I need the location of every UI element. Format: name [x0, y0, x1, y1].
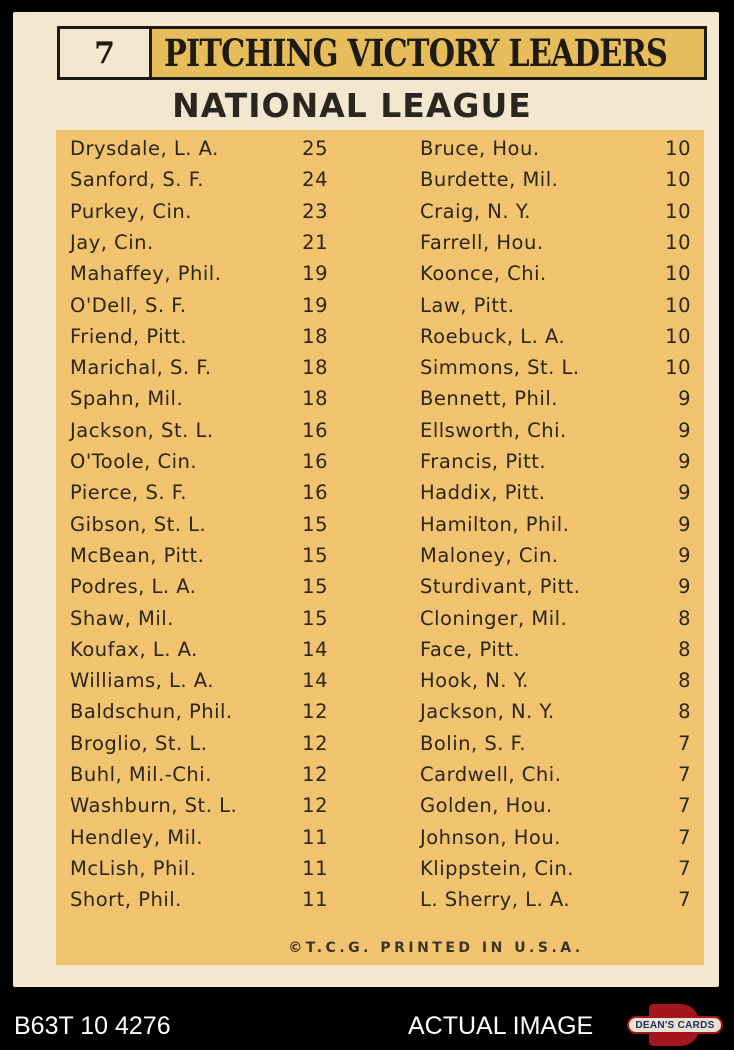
win-count: 15: [302, 606, 328, 630]
win-count: 7: [678, 825, 691, 849]
copyright-footer: ©T.C.G. PRINTED IN U.S.A.: [288, 940, 584, 956]
cert-number: B63T 10 4276: [14, 1012, 171, 1040]
win-count: 19: [302, 262, 328, 286]
win-count: 8: [678, 669, 691, 693]
card-header: [57, 26, 707, 80]
leader-row: [70, 571, 328, 602]
win-count: 8: [678, 637, 691, 661]
leader-row: [420, 352, 691, 383]
leader-row: [420, 603, 691, 634]
leader-row: [70, 196, 328, 227]
leaders-panel: [56, 130, 704, 965]
leader-row: [420, 321, 691, 352]
pitcher-name: Klippstein, Cin.: [420, 856, 574, 880]
leader-row: [420, 884, 691, 915]
pitcher-name: Koonce, Chi.: [420, 262, 547, 286]
leader-row: [70, 822, 328, 853]
leader-row: [70, 383, 328, 414]
pitcher-name: Burdette, Mil.: [420, 168, 559, 192]
pitcher-name: Francis, Pitt.: [420, 450, 547, 473]
win-count: 14: [302, 637, 328, 661]
pitcher-name: Farrell, Hou.: [420, 230, 544, 254]
leader-row: [420, 509, 691, 540]
leader-row: [70, 446, 328, 477]
win-count: 7: [678, 794, 691, 818]
pitcher-name: Bruce, Hou.: [420, 137, 540, 160]
pitcher-name: Drysdale, L. A.: [70, 137, 219, 160]
win-count: 11: [302, 825, 328, 849]
pitcher-name: Ellsworth, Chi.: [420, 418, 567, 442]
pitcher-name: Hook, N. Y.: [420, 669, 529, 693]
win-count: 23: [302, 199, 328, 223]
win-count: 14: [302, 669, 328, 693]
leader-row: [420, 415, 691, 446]
win-count: 12: [302, 731, 328, 755]
win-count: 15: [302, 543, 328, 567]
leader-row: [70, 884, 328, 915]
pitcher-name: O'Toole, Cin.: [70, 450, 198, 473]
win-count: 7: [678, 888, 691, 912]
leader-row: [70, 603, 328, 634]
win-count: 24: [302, 168, 328, 192]
leader-row: [420, 696, 691, 727]
leader-row: [70, 540, 328, 571]
win-count: 15: [302, 575, 328, 599]
pitcher-name: Haddix, Pitt.: [420, 481, 546, 505]
pitcher-name: Koufax, L. A.: [70, 637, 198, 661]
pitcher-name: Cloninger, Mil.: [420, 606, 568, 630]
trading-card-back: [13, 12, 719, 987]
win-count: 12: [302, 794, 328, 818]
win-count: 9: [678, 481, 691, 505]
pitcher-name: O'Dell, S. F.: [70, 293, 187, 317]
leader-row: [420, 853, 691, 884]
win-count: 12: [302, 700, 328, 724]
pitcher-name: Short, Phil.: [70, 888, 182, 912]
leader-row: [70, 133, 328, 164]
leader-row: [420, 759, 691, 790]
leader-row: [70, 415, 328, 446]
pitcher-name: Face, Pitt.: [420, 637, 521, 661]
win-count: 21: [302, 230, 328, 254]
pitcher-name: Mahaffey, Phil.: [70, 262, 222, 286]
win-count: 12: [302, 763, 328, 786]
win-count: 15: [302, 512, 328, 536]
pitcher-name: Shaw, Mil.: [70, 606, 174, 630]
leader-row: [420, 571, 691, 602]
win-count: 10: [665, 168, 691, 192]
leader-row: [420, 540, 691, 571]
leader-row: [420, 196, 691, 227]
leader-row: [420, 634, 691, 665]
pitcher-name: Purkey, Cin.: [70, 199, 192, 223]
pitcher-name: Hendley, Mil.: [70, 825, 204, 849]
leader-row: [70, 728, 328, 759]
win-count: 8: [678, 606, 691, 630]
win-count: 16: [302, 418, 328, 442]
pitcher-name: Washburn, St. L.: [70, 794, 238, 818]
deans-cards-logo: [627, 1004, 723, 1046]
pitcher-name: Bennett, Phil.: [420, 387, 558, 411]
pitcher-name: Friend, Pitt.: [70, 324, 188, 348]
pitcher-name: Craig, N. Y.: [420, 199, 531, 223]
win-count: 9: [678, 418, 691, 442]
pitcher-name: Sanford, S. F.: [70, 168, 204, 192]
leader-row: [70, 665, 328, 696]
leader-row: [420, 133, 691, 164]
pitcher-name: Jackson, N. Y.: [420, 700, 555, 724]
leader-row: [420, 665, 691, 696]
win-count: 10: [665, 293, 691, 317]
win-count: 10: [665, 230, 691, 254]
pitcher-name: Podres, L. A.: [70, 575, 197, 599]
leader-row: [70, 759, 328, 790]
leader-row: [420, 822, 691, 853]
pitcher-name: Cardwell, Chi.: [420, 763, 562, 786]
win-count: 16: [302, 450, 328, 473]
leader-row: [70, 853, 328, 884]
win-count: 7: [678, 731, 691, 755]
pitcher-name: L. Sherry, L. A.: [420, 888, 571, 912]
leader-row: [70, 227, 328, 258]
win-count: 10: [665, 137, 691, 160]
leader-row: [70, 164, 328, 195]
pitcher-name: Sturdivant, Pitt.: [420, 575, 581, 599]
win-count: 10: [665, 199, 691, 223]
leader-row: [70, 634, 328, 665]
win-count: 9: [678, 543, 691, 567]
win-count: 9: [678, 512, 691, 536]
leader-row: [70, 509, 328, 540]
pitcher-name: Golden, Hou.: [420, 794, 553, 818]
win-count: 9: [678, 575, 691, 599]
win-count: 19: [302, 293, 328, 317]
pitcher-name: Johnson, Hou.: [420, 825, 561, 849]
leader-row: [420, 383, 691, 414]
leader-row: [420, 258, 691, 289]
win-count: 11: [302, 856, 328, 880]
pitcher-name: Jay, Cin.: [70, 230, 154, 254]
win-count: 7: [678, 856, 691, 880]
pitcher-name: Buhl, Mil.-Chi.: [70, 763, 212, 786]
leader-row: [420, 227, 691, 258]
pitcher-name: Baldschun, Phil.: [70, 700, 233, 724]
pitcher-name: Bolin, S. F.: [420, 731, 526, 755]
pitcher-name: Marichal, S. F.: [70, 356, 212, 380]
logo-text: DEAN'S CARDS: [627, 1016, 723, 1034]
pitcher-name: Simmons, St. L.: [420, 356, 580, 380]
pitcher-name: Broglio, St. L.: [70, 731, 208, 755]
pitcher-name: Jackson, St. L.: [70, 418, 214, 442]
pitcher-name: McBean, Pitt.: [70, 543, 205, 567]
pitcher-name: Spahn, Mil.: [70, 387, 184, 411]
card-title: PITCHING VICTORY LEADERS: [164, 31, 668, 75]
win-count: 7: [678, 763, 691, 786]
pitcher-name: McLish, Phil.: [70, 856, 197, 880]
win-count: 10: [665, 262, 691, 286]
leader-row: [420, 790, 691, 821]
leader-row: [420, 164, 691, 195]
win-count: 18: [302, 324, 328, 348]
win-count: 18: [302, 387, 328, 411]
pitcher-name: Pierce, S. F.: [70, 481, 188, 505]
win-count: 8: [678, 700, 691, 724]
card-number: 7: [60, 29, 152, 77]
league-subtitle: NATIONAL LEAGUE: [172, 86, 532, 125]
win-count: 9: [678, 387, 691, 411]
leader-row: [70, 321, 328, 352]
win-count: 18: [302, 356, 328, 380]
leader-row: [70, 258, 328, 289]
win-count: 9: [678, 450, 691, 473]
win-count: 10: [665, 324, 691, 348]
leader-row: [70, 790, 328, 821]
leader-row: [420, 446, 691, 477]
win-count: 11: [302, 888, 328, 912]
win-count: 25: [302, 137, 328, 160]
leader-row: [420, 728, 691, 759]
leader-row: [420, 290, 691, 321]
win-count: 10: [665, 356, 691, 380]
leader-row: [70, 696, 328, 727]
leader-row: [70, 477, 328, 508]
leader-row: [70, 352, 328, 383]
leader-row: [420, 477, 691, 508]
pitcher-name: Hamilton, Phil.: [420, 512, 570, 536]
pitcher-name: Gibson, St. L.: [70, 512, 207, 536]
pitcher-name: Maloney, Cin.: [420, 543, 559, 567]
actual-image-label: ACTUAL IMAGE: [408, 1012, 594, 1040]
pitcher-name: Roebuck, L. A.: [420, 324, 566, 348]
pitcher-name: Williams, L. A.: [70, 669, 214, 693]
leader-row: [70, 290, 328, 321]
pitcher-name: Law, Pitt.: [420, 293, 515, 317]
win-count: 16: [302, 481, 328, 505]
